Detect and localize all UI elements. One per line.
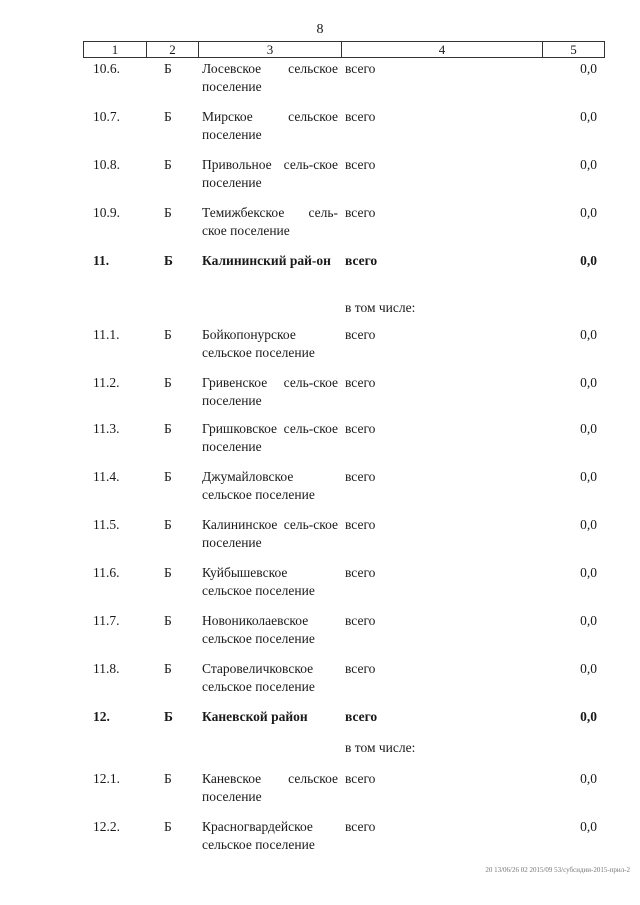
row-value: 0,0 [580,205,597,220]
row-value: 0,0 [580,421,597,436]
row-number: 12.2. [93,819,120,834]
row-name: Калининское сель-ское поселение [202,517,338,550]
row-category: Б [164,157,172,172]
row-number: 10.9. [93,205,120,220]
row-value: 0,0 [580,661,597,676]
page-number: 8 [316,22,324,37]
row-name: Калининский рай-он [202,253,331,268]
row-type: всего [345,327,376,342]
row-name: Бойкопонурское сельское поселение [202,327,315,360]
header-col-5: 5 [570,42,577,57]
row-value: 0,0 [580,771,597,786]
row-type: всего [345,109,376,124]
row-number: 11.3. [93,421,120,436]
header-col-2: 2 [147,42,199,57]
in-total-note: в том числе: [345,740,416,755]
row-name: Новониколаевское сельское поселение [202,613,315,646]
row-number: 10.8. [93,157,120,172]
row-number: 11.5. [93,517,120,532]
row-name: Каневское сельское поселение [202,771,338,804]
row-name: Мирское сельское поселение [202,109,338,142]
row-number: 11.4. [93,469,120,484]
row-value: 0,0 [580,109,597,124]
row-type: всего [345,375,376,390]
row-name: Гришковское сель-ское поселение [202,421,338,454]
row-name: Гривенское сель-ское поселение [202,375,338,408]
row-value: 0,0 [580,157,597,172]
row-name: Старовеличковское сельское поселение [202,661,315,694]
row-category: Б [164,421,172,436]
row-category: Б [164,61,172,76]
row-category: Б [164,819,172,834]
row-type: всего [345,517,376,532]
row-value: 0,0 [580,61,597,76]
header-col-4: 4 [342,42,543,57]
row-category: Б [164,565,172,580]
row-name: Темижбекское сель-ское поселение [202,205,338,238]
row-value: 0,0 [580,469,597,484]
row-name: Лосевское сельское поселение [202,61,338,94]
row-number: 11. [93,253,110,268]
row-category: Б [164,613,172,628]
row-category: Б [164,771,172,786]
row-category: Б [164,469,172,484]
row-category: Б [164,661,172,676]
row-number: 11.7. [93,613,120,628]
row-value: 0,0 [580,517,597,532]
row-number: 11.8. [93,661,120,676]
header-col-3: 3 [199,42,342,57]
row-number: 11.6. [93,565,120,580]
row-number: 10.6. [93,61,120,76]
row-type: всего [345,709,378,724]
row-value: 0,0 [580,375,597,390]
row-type: всего [345,253,378,268]
row-category: Б [164,109,172,124]
row-category: Б [164,709,173,724]
row-value: 0,0 [580,709,597,724]
row-category: Б [164,517,172,532]
row-name: Джумайловское сельское поселение [202,469,315,502]
row-value: 0,0 [580,565,597,580]
row-number: 11.1. [93,327,120,342]
row-type: всего [345,157,376,172]
row-name: Красногвардейское сельское поселение [202,819,315,852]
in-total-note: в том числе: [345,300,416,315]
row-number: 12. [93,709,110,724]
row-value: 0,0 [580,327,597,342]
row-number: 10.7. [93,109,120,124]
row-name: Куйбышевское сельское поселение [202,565,315,598]
row-type: всего [345,613,376,628]
row-type: всего [345,61,376,76]
row-type: всего [345,565,376,580]
row-name: Каневской район [202,709,308,724]
row-type: всего [345,661,376,676]
footer-file-path: 20 13/06/26 02 2015/09 53/субсидии-2015-прил-2 [485,866,630,874]
header-col-1: 1 [84,42,147,57]
row-value: 0,0 [580,253,597,268]
row-type: всего [345,205,376,220]
row-value: 0,0 [580,613,597,628]
row-number: 11.2. [93,375,120,390]
row-type: всего [345,819,376,834]
row-name: Привольное сель-ское поселение [202,157,338,190]
row-type: всего [345,771,376,786]
row-type: всего [345,469,376,484]
row-category: Б [164,253,173,268]
row-number: 12.1. [93,771,120,786]
row-value: 0,0 [580,819,597,834]
row-category: Б [164,375,172,390]
table-header [83,41,605,58]
row-type: всего [345,421,376,436]
row-category: Б [164,327,172,342]
row-category: Б [164,205,172,220]
